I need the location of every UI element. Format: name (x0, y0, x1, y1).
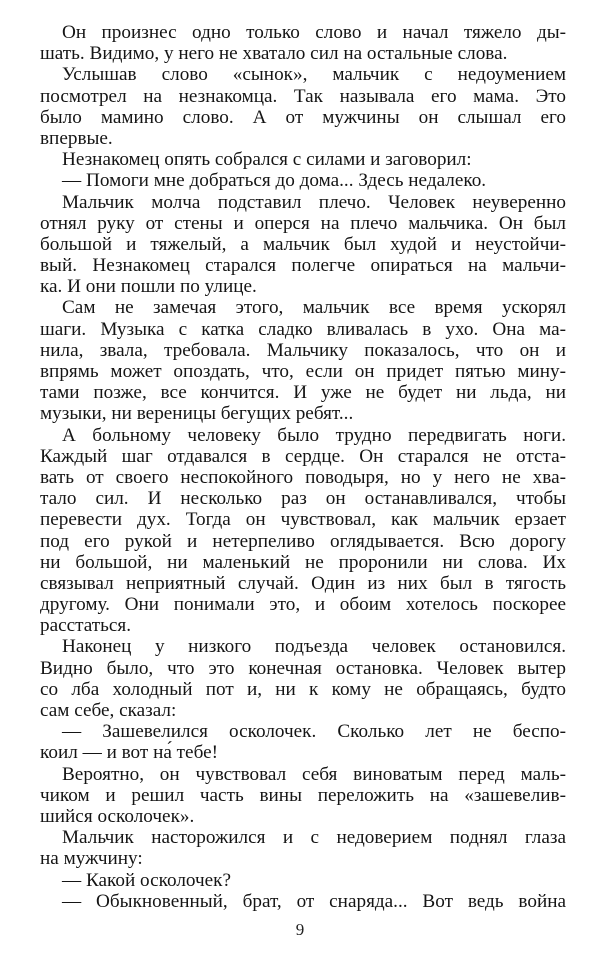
text-line: вый. Незнакомец старался полегче опираться на мальчи- (40, 255, 566, 277)
text-line: ни большой, ни маленький не проронили ни слова. Их (40, 551, 566, 573)
text-line: Видно было, что это конечная остановка. Человек вытер (40, 657, 566, 679)
paragraph (40, 170, 566, 191)
paragraph (40, 636, 566, 721)
text-line: музыки, ни вереницы бегущих ребят... (40, 403, 354, 425)
text-line: связывал неприятный случай. Один из них был в тягость (40, 572, 566, 594)
text-line: было мамино слово. А от мужчины он слышал его (40, 106, 566, 128)
text-line: впрямь может опоздать, что, если он придет пятью мину- (40, 361, 566, 382)
text-line: посмотрел на незнакомца. Так называла его мама. Это (40, 85, 566, 107)
text-line: — Обыкновенный, брат, от снаряда... Вот ведь война (62, 890, 566, 912)
paragraph (40, 870, 566, 891)
text-line: шать. Видимо, у него не хватало сил на остальные слова. (40, 43, 508, 65)
paragraph (40, 827, 566, 869)
paragraph (40, 764, 566, 828)
text-line: нила, звала, требовала. Мальчику показалось, что он и (40, 339, 566, 361)
book-page (40, 22, 566, 912)
text-line: шийся осколочек». (40, 805, 195, 827)
paragraph (40, 425, 566, 637)
text-line: сам себе, сказал: (40, 700, 177, 721)
text-line: тало сил. И несколько раз он останавливался, чтобы (40, 488, 566, 510)
text-line: Вероятно, он чувствовал себя виноватым перед маль- (62, 763, 566, 785)
text-line: А больному человеку было трудно передвигать ноги. (62, 424, 566, 446)
text-line: тами позже, все кончится. И уже не будет ни льда, ни (40, 382, 566, 404)
paragraph (40, 149, 566, 170)
text-line: вать от своего неспокойного поводыря, но у него не хва- (40, 466, 566, 488)
paragraph (40, 64, 566, 149)
text-line: большой и тяжелый, а мальчик был худой и неустойчи- (40, 233, 566, 255)
text-line: отнял руку от стены и оперся на плечо мальчика. Он был (40, 212, 566, 234)
text-line: Он произнес одно только слово и начал тяжело ды- (62, 22, 566, 43)
text-line: ка. И они пошли по улице. (40, 276, 257, 298)
paragraph (40, 891, 566, 912)
text-line: со лба холодный пот и, ни к кому не обращаясь, будто (40, 678, 566, 700)
text-line: на мужчину: (40, 848, 143, 870)
text-line: под его рукой и нетерпеливо оглядывается. Всю дорогу (40, 530, 566, 552)
text-line: — Помоги мне добраться до дома... Здесь недалеко. (62, 170, 487, 192)
text-line: — Какой осколочек? (62, 869, 232, 891)
paragraph (40, 297, 566, 424)
text-line: впервые. (40, 127, 113, 149)
text-line: расстаться. (40, 615, 132, 637)
text-line: чиком и решил часть вины переложить на «зашевелив- (40, 784, 566, 806)
text-line: Мальчик насторожился и с недоверием поднял глаза (62, 827, 566, 849)
paragraph (40, 721, 566, 763)
text-line: Каждый шаг отдавался в сердце. Он старался не отста- (40, 445, 566, 467)
text-line: коил — и вот на́ тебе! (40, 742, 218, 764)
paragraph (40, 192, 566, 298)
text-line: Услышав слово «сынок», мальчик с недоумением (62, 64, 566, 86)
paragraph (40, 22, 566, 64)
text-line: шаги. Музыка с катка сладко вливалась в ухо. Она ма- (40, 318, 566, 340)
text-line: перевести дух. Тогда он чувствовал, как мальчик ерзает (40, 509, 566, 531)
text-line: другому. Они понимали это, и обоим хотелось поскорее (40, 594, 566, 616)
page-number: 9 (295, 920, 305, 939)
text-line: Незнакомец опять собрался с силами и заговорил: (62, 149, 472, 171)
text-line: Наконец у низкого подъезда человек остановился. (62, 636, 566, 658)
text-line: — Зашевелился осколочек. Сколько лет не беспо- (62, 721, 566, 743)
text-line: Сам не замечая этого, мальчик все время ускорял (62, 297, 566, 319)
text-line: Мальчик молча подставил плечо. Человек неуверенно (62, 191, 566, 213)
